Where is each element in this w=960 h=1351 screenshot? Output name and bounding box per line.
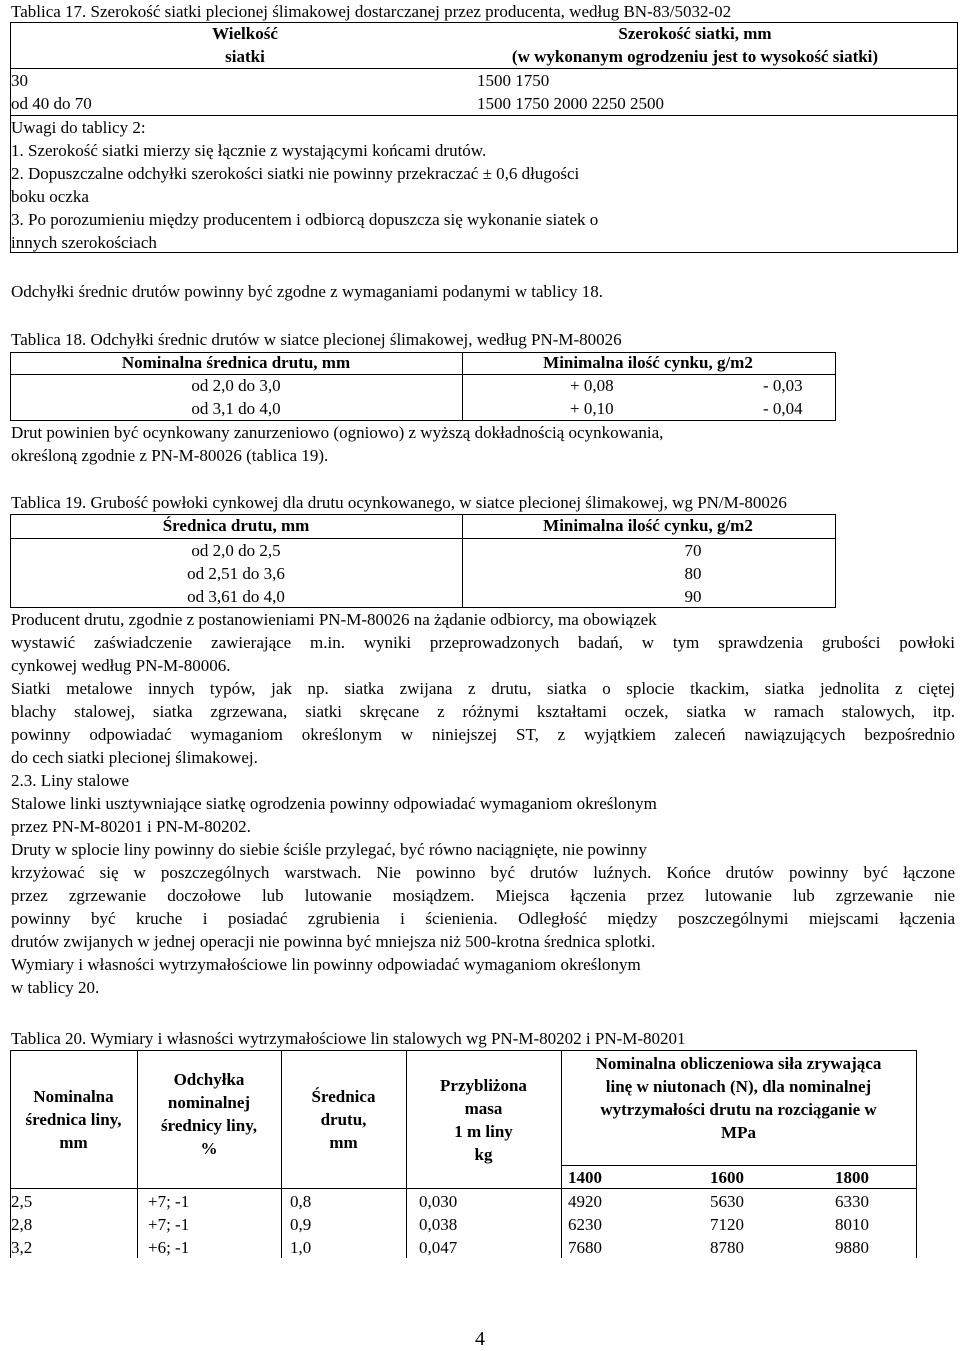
table20-strength-1400: 1400 [568, 1168, 602, 1187]
table20-col-mass: 0,030 0,038 0,047 [419, 1192, 458, 1257]
table18-caption: Tablica 18. Odchyłki średnic drutów w siatce plecionej ślimakowej, według PN-M-80026 [11, 330, 622, 349]
table17-header-size: Wielkość siatki [212, 24, 278, 66]
table20-col-force-1800: 6330 8010 9880 [835, 1192, 869, 1257]
table20-col-diameter: 2,5 2,8 3,2 [11, 1192, 33, 1257]
table20-header-mass: Przybliżona masa 1 m liny kg [440, 1076, 527, 1164]
table19-row3-value: 90 [684, 587, 702, 606]
paragraph-deviations: Odchyłki średnic drutów powinny być zgodne z wymaganiami podanymi w tablicy 18. [11, 282, 604, 301]
table19-header-zinc: Minimalna ilość cynku, g/m2 [543, 516, 753, 535]
table19-row2-range: od 2,51 do 3,6 [187, 564, 285, 583]
table20-top-rule [10, 1050, 916, 1051]
table19-caption: Tablica 19. Grubość powłoki cynkowej dla drutu ocynkowanego, w siatce plecionej ślimakowej, wg PN/M-80026 [11, 493, 787, 512]
table17-row1-size: 30 [11, 71, 28, 90]
table18-header-diameter: Nominalna średnica drutu, mm [121, 353, 351, 372]
table17-header-width: Szerokość siatki, mm (w wykonanym ogrodzeniu jest to wysokość siatki) [511, 24, 879, 66]
table20-header-nominal: Nominalna średnica liny, mm [25, 1087, 122, 1152]
table18-row1-range: od 2,0 do 3,0 [191, 376, 281, 395]
table18-row2-plus: + 0,10 [570, 399, 614, 418]
table19-header-diameter: Średnica drutu, mm [162, 516, 310, 535]
paragraph-galvanizing: Drut powinien być ocynkowany zanurzeniowo (ogniowo) z wyższą dokładnością ocynkowania, określoną zgodnie z PN-M-80026 (tablica 19). [11, 423, 664, 465]
table20-header-rule [10, 1188, 916, 1189]
page-number: 4 [475, 1328, 485, 1350]
table20-header-deviation: Odchyłka nominalnej średnicy liny, % [160, 1070, 258, 1158]
table20-col-force-1600: 5630 7120 8780 [710, 1192, 744, 1257]
table18-row2-minus: - 0,04 [763, 399, 803, 418]
table18-row1-minus: - 0,03 [763, 376, 803, 395]
table20-strength-1800: 1800 [835, 1168, 869, 1187]
body-text: Producent drutu, zgodnie z postanowieniami PN-M-80026 na żądanie odbiorcy, ma obowiązek wystawić zaświadczenie zawierające m.in. wyniki przeprowadzonych badań, w tym sprawdzenia grubości powłoki cynkowej według PN-M-80006. Siatki metalowe innych typów, jak np. siatka zwijana z drutu, siatka o splocie tkackim, siatka jednolita z ciętej blachy stalowej, siatka zgrzewana, siatki skręcane z różnymi kształtami oczek, siatka w ramach stalowych, itp. powinny odpowiadać wymaganiom określonym w niniejszej ST, z wyjątkiem zaleceń nawiązujących bezpośrednio do cech siatki plecionej ślimakowej. 2.3. Liny stalowe Stalowe linki usztywniające siatkę ogrodzenia powinny odpowiadać wymaganiom określonym przez PN-M-80201 i PN-M-80202. Druty w splocie liny powinny do siebie ściśle przylegać, być równo naciągnięte, nie powinny krzyżować się w poszczególnych warstwach. Nie powinno być drutów luźnych. Końce drutów powinny być łączone przez zgrzewanie doczołowe lub lutowanie mosiądzem. Miejsca łączenia przez lutowanie lub zgrzewanie nie powinny być kruche i posiadać zgrubienia i ścienienia. Odległość między poszczególnymi miejscami łączenia drutów zwijanych w jednej operacji nie powinna być mniejsza niż 500-krotna średnica splotki. Wymiary i własności wytrzymałościowe lin powinny odpowiadać wymaganiom określonym w tablicy 20. [11, 610, 955, 997]
table20-col-deviation: +7; -1 +7; -1 +6; -1 [148, 1192, 190, 1257]
table19-row3-range: od 3,61 do 4,0 [187, 587, 285, 606]
table20-right-rule [916, 1050, 917, 1258]
table20-header-wire: Średnica drutu, mm [311, 1087, 376, 1152]
table19-row2-value: 80 [684, 564, 702, 583]
table17-caption: Tablica 17. Szerokość siatki plecionej ślimakowej dostarczanej przez producenta, według BN-83/5032-02 [11, 2, 732, 21]
table17-row2-size: od 40 do 70 [11, 94, 92, 113]
table17-row2-widths: 1500 1750 2000 2250 2500 [477, 94, 664, 113]
table20-caption: Tablica 20. Wymiary i własności wytrzymałościowe lin stalowych wg PN-M-80202 i PN-M-80201 [11, 1029, 686, 1048]
table18-header-zinc: Minimalna ilość cynku, g/m2 [543, 353, 753, 372]
table20-col-wire: 0,8 0,9 1,0 [290, 1192, 312, 1257]
table20-header-force: Nominalna obliczeniowa siła zrywająca linę w niutonach (N), dla nominalnej wytrzymałości drutu na rozciąganie w MPa [595, 1054, 882, 1142]
table20-strength-1600: 1600 [710, 1168, 744, 1187]
table20-col-rule-2 [281, 1050, 282, 1258]
table17-notes: Uwagi do tablicy 2: 1. Szerokość siatki mierzy się łącznie z wystającymi końcami drutów. 2. Dopuszczalne odchyłki szerokości siatki nie powinny przekraczać ± 0,6 długości boku oczka 3. Po porozumieniu między producentem i odbiorcą dopuszcza się wykonanie siatek o innych szerokościach [11, 118, 599, 252]
table18-row2-range: od 3,1 do 4,0 [191, 399, 281, 418]
table20-col-force-1400: 4920 6230 7680 [568, 1192, 602, 1257]
table18-row1-plus: + 0,08 [570, 376, 614, 395]
table17-row1-widths: 1500 1750 [477, 71, 550, 90]
table19-row1-value: 70 [684, 541, 702, 560]
table19-row1-range: od 2,0 do 2,5 [191, 541, 281, 560]
